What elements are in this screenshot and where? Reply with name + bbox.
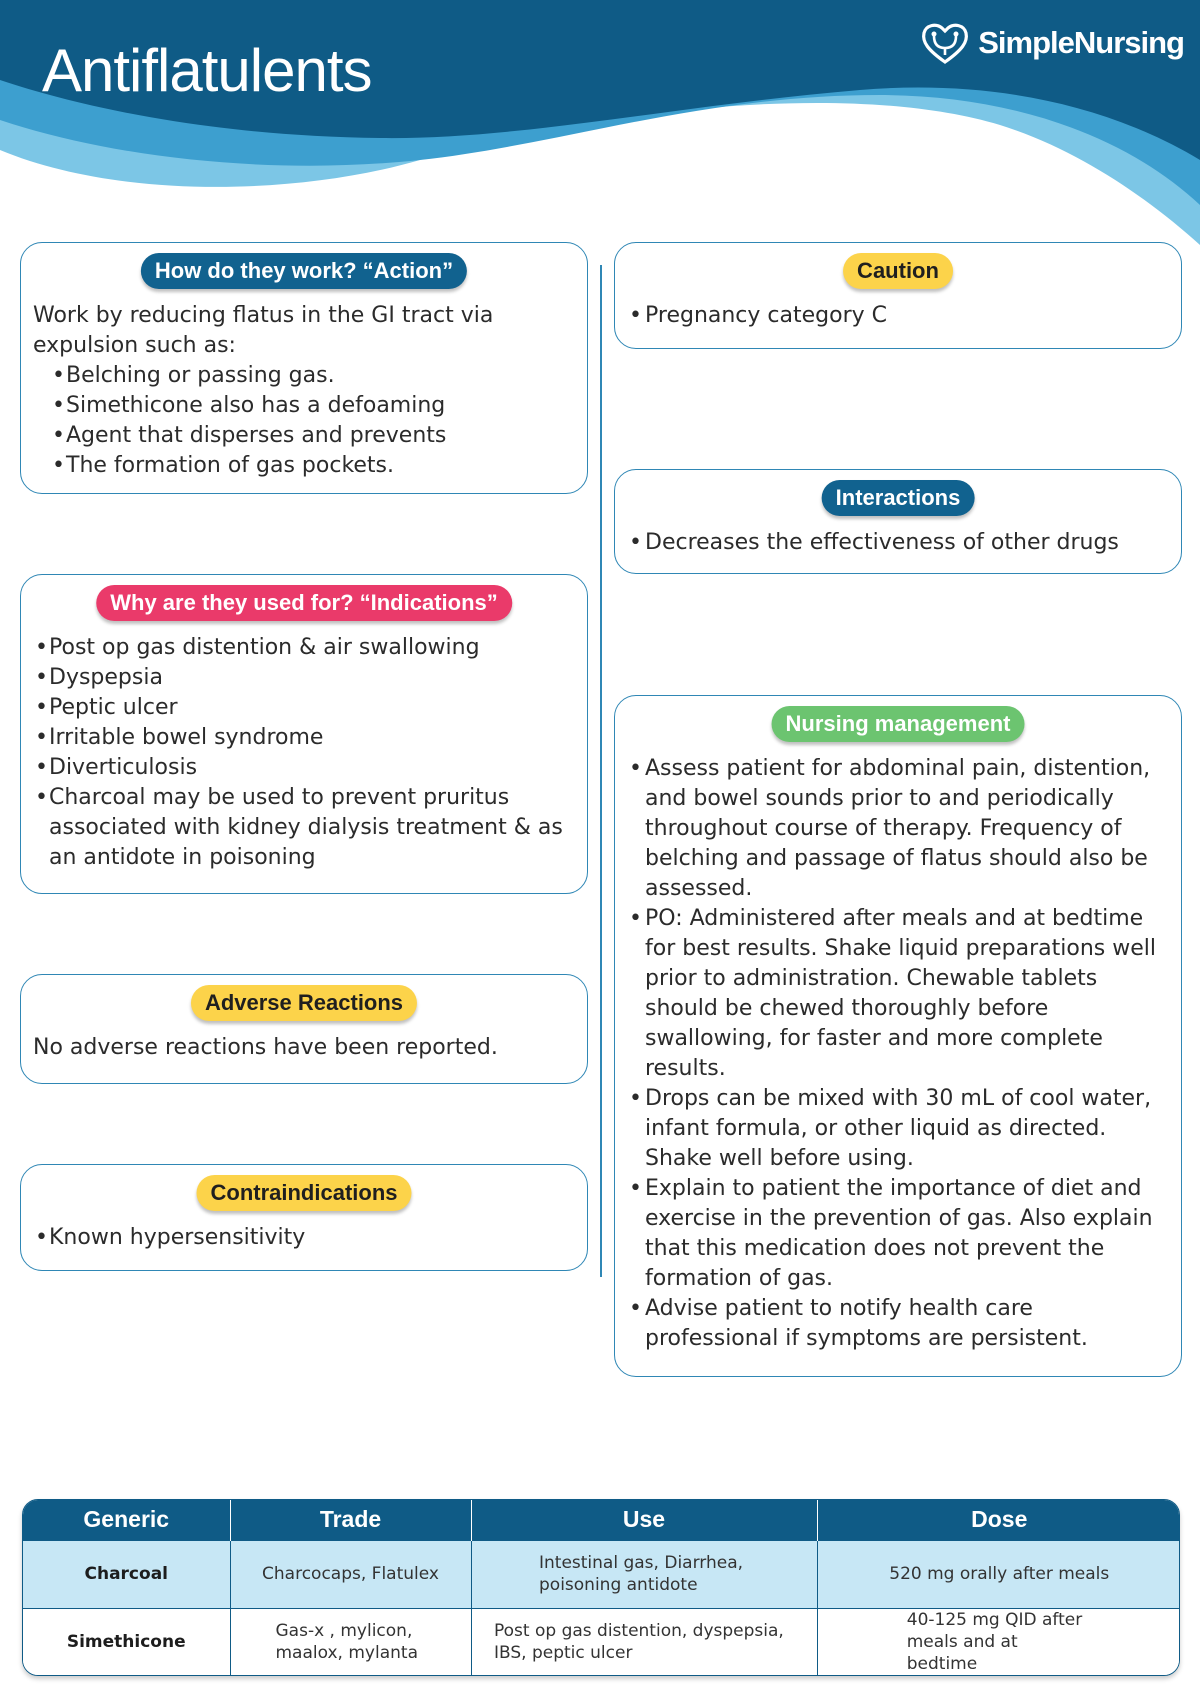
contraindications-list <box>33 1223 577 1253</box>
list-item: • Explain to patient the importance of diet and exercise in the prevention of gas. Also explain that this medication does not prevent the formation of gas. <box>627 1174 1171 1294</box>
cell-dose: 520 mg orally after meals <box>817 1540 1180 1608</box>
adverse-text: No adverse reactions have been reported. <box>33 1035 498 1060</box>
list-item: • PO: Administered after meals and at bedtime for best results. Shake liquid preparations well prior to administration. Chewable tablets should be chewed thoroughly before swallowing, for faster and more complete results. <box>627 904 1171 1084</box>
table-header-row <box>23 1500 1180 1540</box>
cell-use <box>471 1608 817 1675</box>
list-item: • Drops can be mixed with 30 mL of cool water, infant formula, or other liquid as directed. Shake well before using. <box>627 1084 1171 1174</box>
caution-title: Caution <box>843 253 953 289</box>
adverse-content <box>33 1033 577 1063</box>
drug-table <box>22 1499 1180 1676</box>
header-trade: Trade <box>230 1500 471 1540</box>
list-item: • The formation of gas pockets. <box>50 451 577 481</box>
list-item: • Dyspepsia <box>33 663 577 693</box>
list-item: • Peptic ulcer <box>33 693 577 723</box>
indications-list <box>33 633 577 873</box>
interactions-content <box>627 528 1171 558</box>
header-dose: Dose <box>817 1500 1180 1540</box>
cell-trade: Charcocaps, Flatulex <box>230 1540 471 1608</box>
table-row <box>23 1540 1180 1608</box>
cell-dose-text: 40-125 mg QID after meals and at bedtime <box>906 1609 1083 1674</box>
list-item: • Charcoal may be used to prevent pruritus associated with kidney dialysis treatment & as an antidote in poisoning <box>33 783 577 873</box>
interactions-list <box>627 528 1171 558</box>
caution-list <box>627 301 1171 331</box>
cell-use-text: Post op gas distention, dyspepsia, IBS, peptic ulcer <box>494 1620 784 1663</box>
action-intro: Work by reducing flatus in the GI tract via expulsion such as: <box>33 303 494 358</box>
nursing-card <box>614 695 1182 1377</box>
cell-generic: Simethicone <box>23 1608 230 1675</box>
interactions-title: Interactions <box>822 480 975 516</box>
contraindications-content <box>33 1223 577 1253</box>
list-item: • Assess patient for abdominal pain, distention, and bowel sounds prior to and periodically throughout course of therapy. Frequency of belching and passage of flatus should also be assessed. <box>627 754 1171 904</box>
contraindications-title: Contraindications <box>196 1175 411 1211</box>
cell-trade-text: Gas-x , mylicon, maalox, mylanta <box>275 1620 418 1663</box>
list-item: • Irritable bowel syndrome <box>33 723 577 753</box>
cell-generic: Charcoal <box>23 1540 230 1608</box>
table-row <box>23 1608 1180 1675</box>
action-content <box>33 301 577 481</box>
adverse-title: Adverse Reactions <box>191 985 417 1021</box>
adverse-card <box>20 974 588 1084</box>
brand-name: SimpleNursing <box>978 25 1184 60</box>
indications-title: Why are they used for? “Indications” <box>96 585 512 621</box>
nursing-title: Nursing management <box>772 706 1025 742</box>
action-card <box>20 242 588 494</box>
page-title: Antiflatulents <box>42 37 372 104</box>
list-item: • Post op gas distention & air swallowing <box>33 633 577 663</box>
header-use: Use <box>471 1500 817 1540</box>
cell-use-text: Intestinal gas, Diarrhea, poisoning antidote <box>539 1553 744 1595</box>
contraindications-card <box>20 1164 588 1271</box>
action-list <box>33 361 577 481</box>
nursing-list <box>627 754 1171 1354</box>
cell-trade <box>230 1608 471 1675</box>
caution-card <box>614 242 1182 349</box>
interactions-card <box>614 469 1182 574</box>
caution-content <box>627 301 1171 331</box>
cell-dose <box>817 1608 1180 1675</box>
brand-logo[interactable] <box>918 18 1184 68</box>
list-item: • Known hypersensitivity <box>33 1223 577 1253</box>
indications-card <box>20 574 588 894</box>
header-generic: Generic <box>23 1500 230 1540</box>
cell-use <box>471 1540 817 1608</box>
nursing-content <box>627 754 1171 1354</box>
list-item: • Pregnancy category C <box>627 301 1171 331</box>
list-item: • Diverticulosis <box>33 753 577 783</box>
list-item: • Simethicone also has a defoaming <box>50 391 577 421</box>
list-item: • Agent that disperses and prevents <box>50 421 577 451</box>
list-item: • Decreases the effectiveness of other drugs <box>627 528 1171 558</box>
action-title: How do they work? “Action” <box>141 253 467 289</box>
list-item: • Advise patient to notify health care professional if symptoms are persistent. <box>627 1294 1171 1354</box>
indications-content <box>33 633 577 873</box>
stethoscope-heart-icon <box>918 18 972 68</box>
list-item: • Belching or passing gas. <box>50 361 577 391</box>
column-divider <box>600 265 602 1277</box>
